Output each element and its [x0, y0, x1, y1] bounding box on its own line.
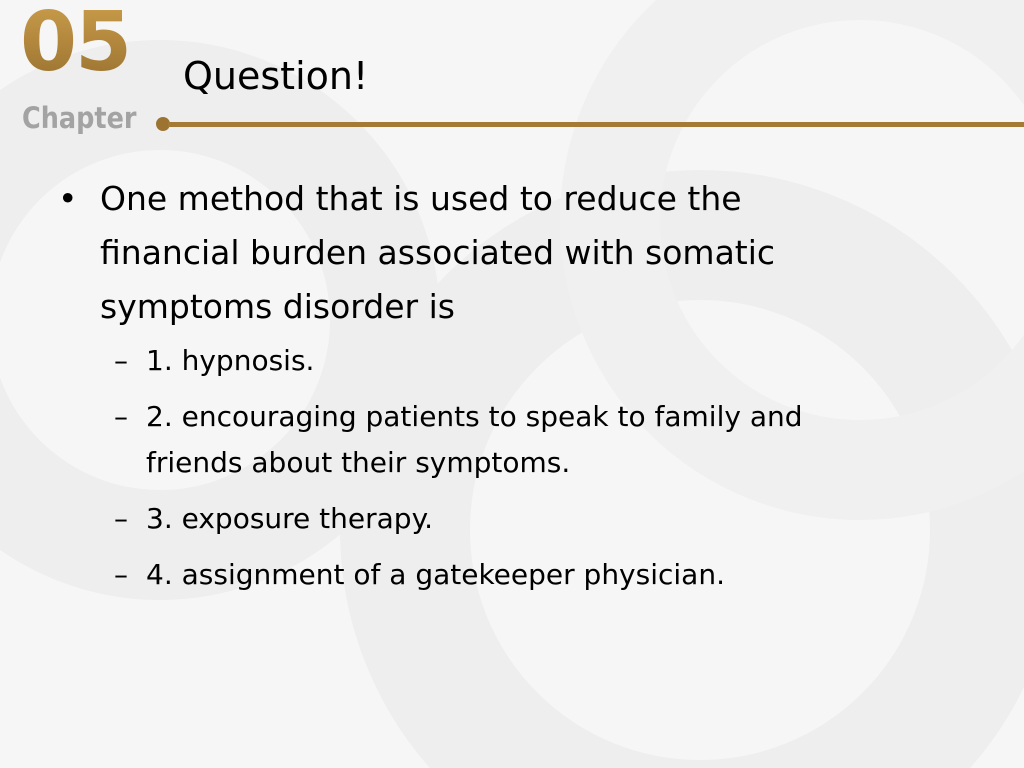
dash-icon: –	[114, 502, 128, 535]
slide-title: Question!	[183, 54, 369, 98]
answer-option	[58, 552, 906, 598]
answer-option	[58, 394, 906, 486]
dash-icon: –	[114, 400, 128, 433]
dash-icon: –	[114, 344, 128, 377]
answer-option	[58, 338, 906, 384]
slide-content	[58, 172, 958, 608]
question-text: One method that is used to reduce the financial burden associated with somatic symptoms disorder is	[100, 179, 776, 326]
question-bullet	[58, 172, 880, 334]
answer-option-text: 4. assignment of a gatekeeper physician.	[146, 558, 725, 591]
answer-options	[58, 338, 958, 598]
title-rule-line	[168, 122, 1024, 127]
answer-option	[58, 496, 906, 542]
answer-option-text: 2. encouraging patients to speak to family and friends about their symptoms.	[146, 400, 803, 479]
chapter-number: 05	[20, 0, 131, 90]
bullet-icon: •	[58, 179, 78, 218]
answer-option-text: 3. exposure therapy.	[146, 502, 434, 535]
dash-icon: –	[114, 558, 128, 591]
answer-option-text: 1. hypnosis.	[146, 344, 315, 377]
chapter-label: Chapter	[22, 101, 137, 135]
